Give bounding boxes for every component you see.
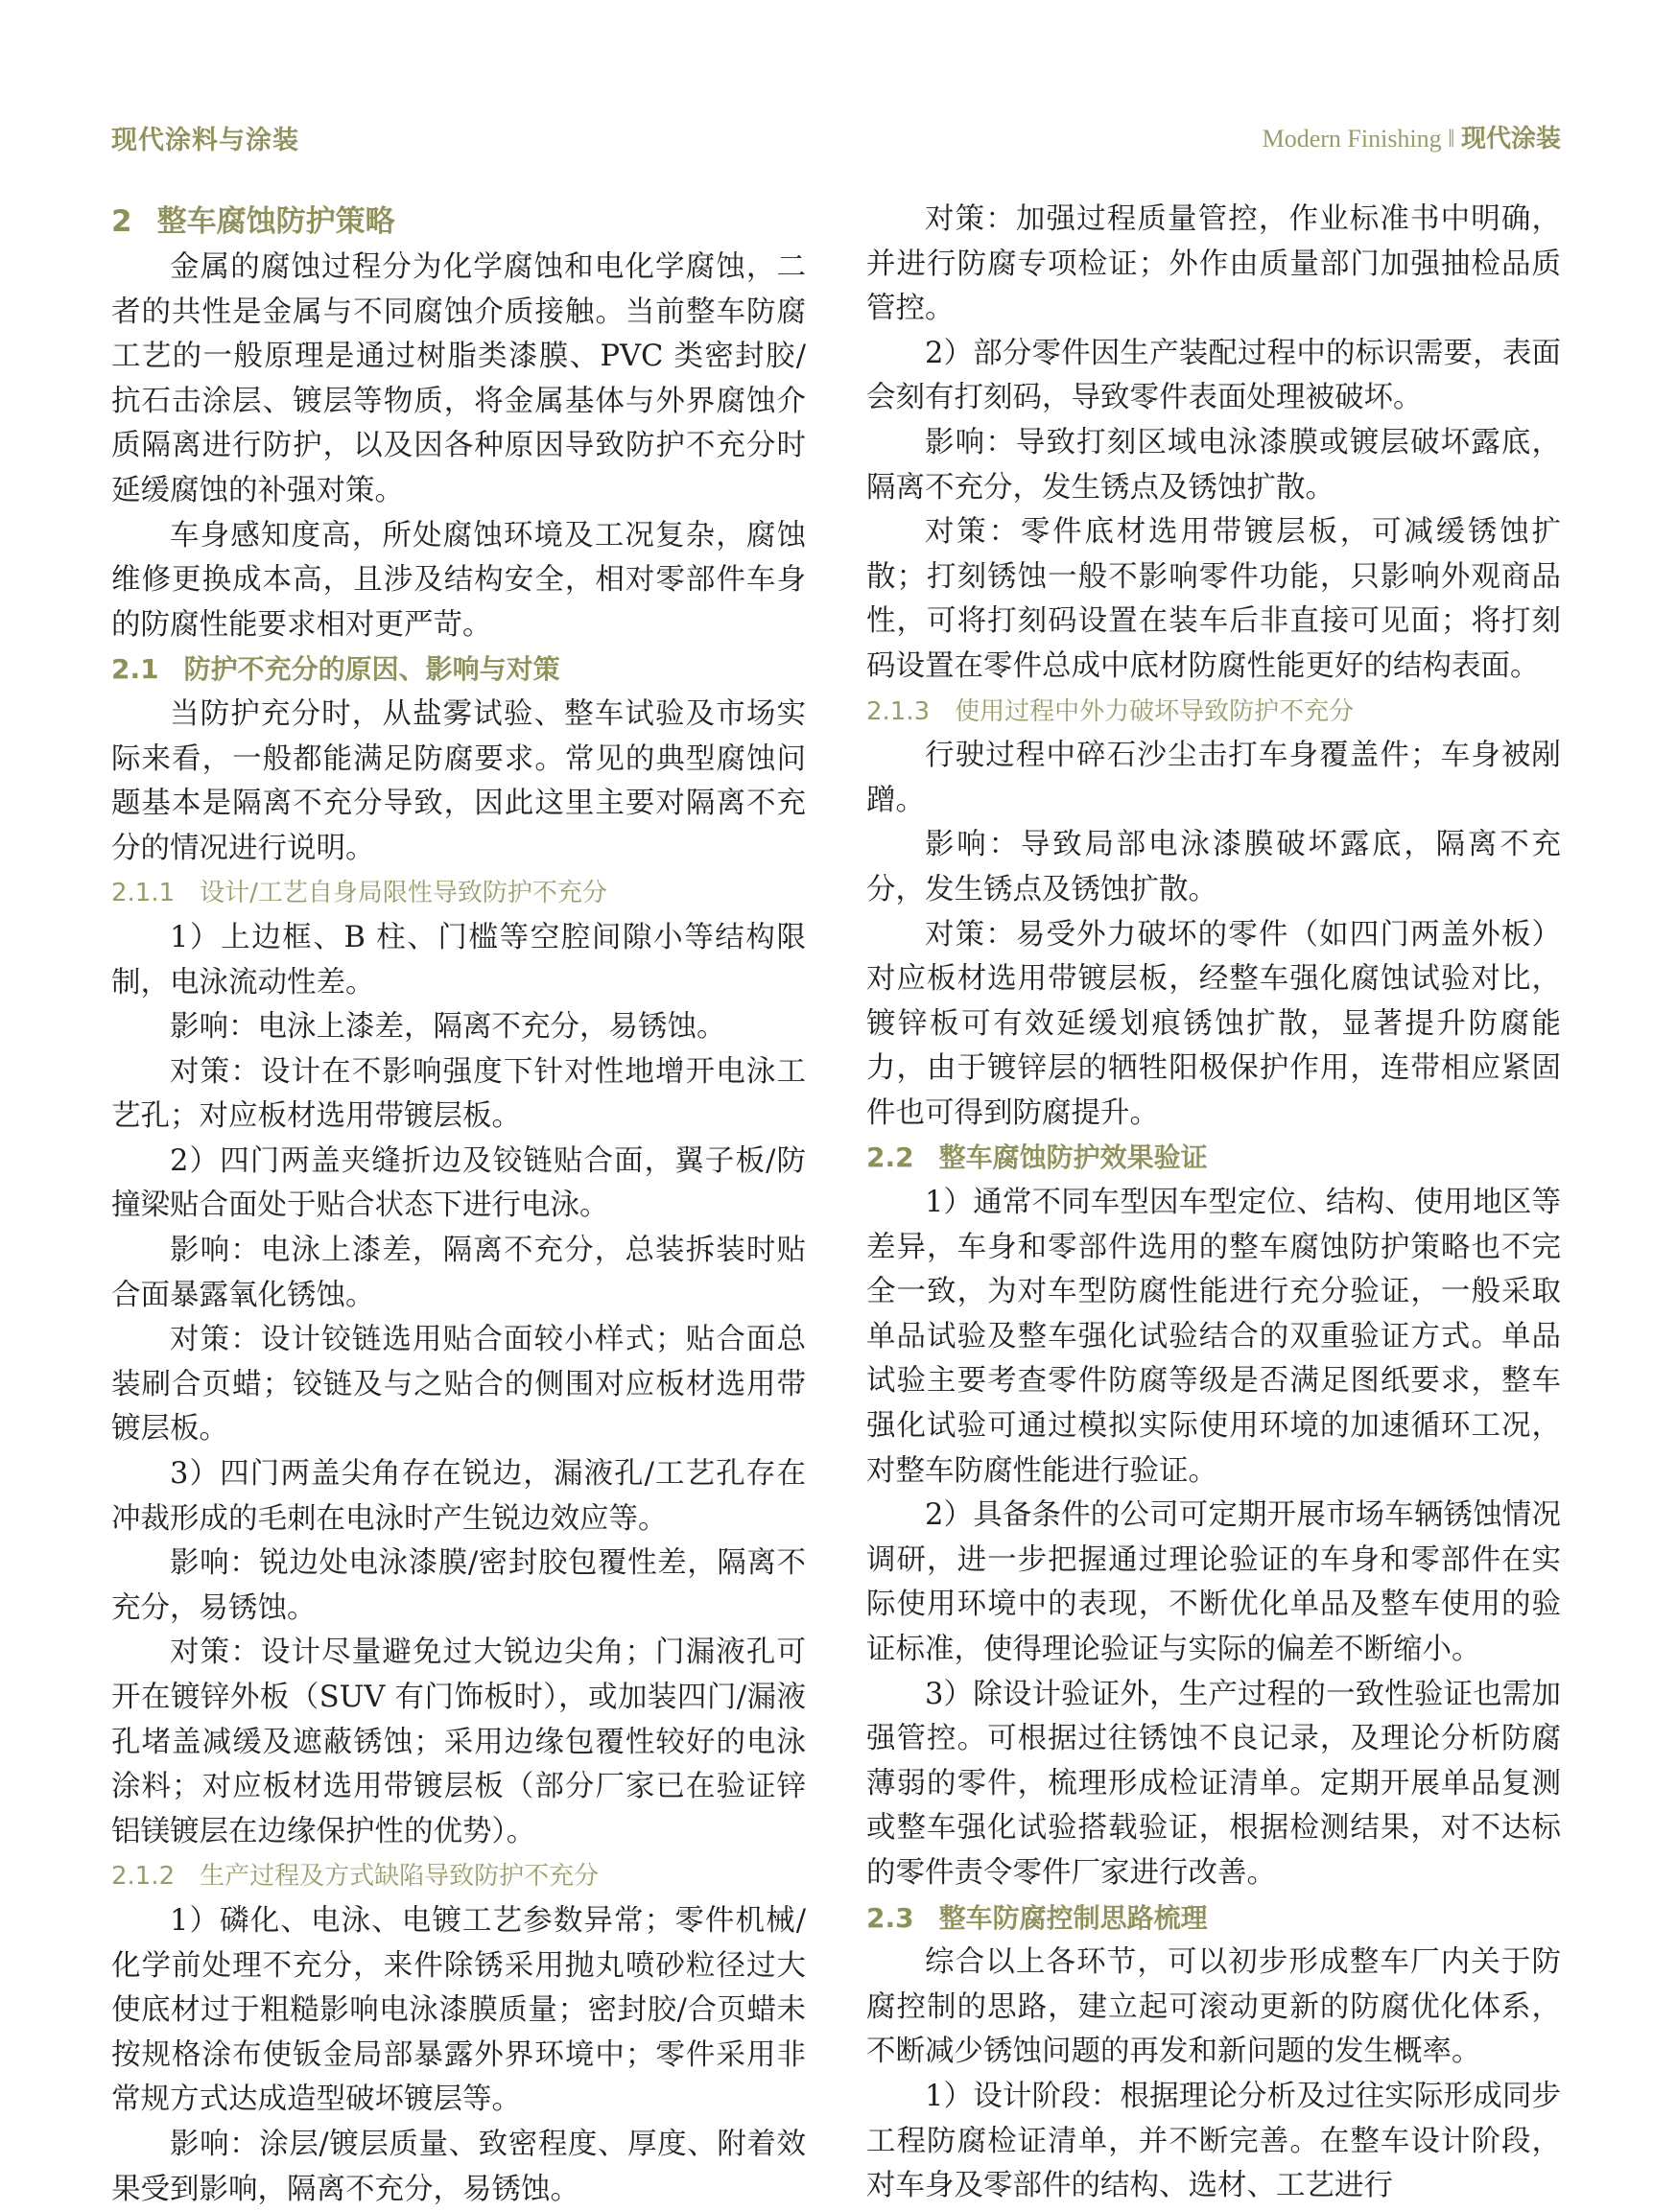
- paragraph: 影响：电泳上漆差，隔离不充分，总装拆装时贴合面暴露氧化锈蚀。: [111, 1234, 806, 1312]
- paragraph: 1）设计阶段：根据理论分析及过往实际形成同步工程防腐检证清单，并不断完善。在整车设计阶段，对车身及零部件的结构、选材、工艺进行: [866, 2079, 1561, 2203]
- paragraph: 3）四门两盖尖角存在锐边，漏液孔/工艺孔存在冲裁形成的毛刺在电泳时产生锐边效应等。: [111, 1457, 806, 1536]
- paragraph: 对策：设计铰链选用贴合面较小样式；贴合面总装刷合页蜡；铰链及与之贴合的侧围对应板材选用带镀层板。: [111, 1323, 806, 1447]
- paragraph: 2）部分零件因生产装配过程中的标识需要，表面会刻有打刻码，导致零件表面处理被破坏。: [866, 336, 1561, 415]
- paragraph: 对策：加强过程质量管控，作业标准书中明确，并进行防腐专项检证；外作由质量部门加强抽检品质管控。: [866, 202, 1561, 326]
- paragraph: 影响：导致局部电泳漆膜破坏露底，隔离不充分，发生锈点及锈蚀扩散。: [866, 828, 1561, 906]
- paragraph: 1）磷化、电泳、电镀工艺参数异常；零件机械/化学前处理不充分，来件除锈采用抛丸喷砂粒径过大使底材过于粗糙影响电泳漆膜质量；密封胶/合页蜡未按规格涂布使钣金局部暴露外界环境中；零件采用非常规方式达成造型破坏镀层等。: [111, 1903, 806, 2117]
- paragraph: 1）通常不同车型因车型定位、结构、使用地区等差异，车身和零部件选用的整车腐蚀防护策略也不完全一致，为对车型防腐性能进行充分验证，一般采取单品试验及整车强化试验结合的双重验证方式。单品试验主要考查零件防腐等级是否满足图纸要求，整车强化试验可通过模拟实际使用环境的加速循环工况，对整车防腐性能进行验证。: [866, 1186, 1561, 1488]
- section-2-heading: 2 整车腐蚀防护策略: [111, 204, 395, 239]
- right-column: [866, 198, 1561, 2209]
- left-column: [111, 198, 806, 2212]
- header-separator: ‖: [1441, 125, 1461, 153]
- section-2-1-1-heading: 2.1.1 设计/工艺自身局限性导致防护不充分: [111, 879, 607, 908]
- journal-name-zh: 现代涂装: [1460, 125, 1561, 153]
- section-2-1-2-heading: 2.1.2 生产过程及方式缺陷导致防护不充分: [111, 1862, 600, 1892]
- paragraph: 影响：涂层/镀层质量、致密程度、厚度、附着效果受到影响，隔离不充分，易锈蚀。: [111, 2127, 806, 2206]
- section-2-1-3-heading: 2.1.3 使用过程中外力破坏导致防护不充分: [866, 696, 1355, 726]
- paragraph: 金属的腐蚀过程分为化学腐蚀和电化学腐蚀，二者的共性是金属与不同腐蚀介质接触。当前整车防腐工艺的一般原理是通过树脂类漆膜、PVC 类密封胶/抗石击涂层、镀层等物质，将金属基体与外界腐蚀介质隔离进行防护，以及因各种原因导致防护不充分时延缓腐蚀的补强对策。: [111, 250, 806, 507]
- paragraph: 对策：设计在不影响强度下针对性地增开电泳工艺孔；对应板材选用带镀层板。: [111, 1054, 806, 1134]
- paragraph: 对策：零件底材选用带镀层板，可减缓锈蚀扩散；打刻锈蚀一般不影响零件功能，只影响外观商品性，可将打刻码设置在装车后非直接可见面；将打刻码设置在零件总成中底材防腐性能更好的结构表面。: [866, 515, 1561, 683]
- section-2-2-heading: 2.2 整车腐蚀防护效果验证: [866, 1141, 1208, 1174]
- running-header: [1263, 119, 1561, 154]
- paragraph: 1）上边框、B 柱、门槛等空腔间隙小等结构限制，电泳流动性差。: [111, 920, 806, 1000]
- paragraph: 影响：电泳上漆差，隔离不充分，易锈蚀。: [170, 1010, 726, 1045]
- paragraph: 当防护充分时，从盐雾试验、整车试验及市场实际来看，一般都能满足防腐要求。常见的典型腐蚀问题基本是隔离不充分导致，因此这里主要对隔离不充分的情况进行说明。: [111, 696, 806, 865]
- paragraph: 影响：导致打刻区域电泳漆膜或镀层破坏露底，隔离不充分，发生锈点及锈蚀扩散。: [866, 425, 1561, 505]
- paragraph: 车身感知度高，所处腐蚀环境及工况复杂，腐蚀维修更换成本高，且涉及结构安全，相对零部件车身的防腐性能要求相对更严苛。: [111, 518, 806, 642]
- paragraph: 影响：锐边处电泳漆膜/密封胶包覆性差，隔离不充分，易锈蚀。: [111, 1546, 806, 1625]
- paragraph: 综合以上各环节，可以初步形成整车厂内关于防腐控制的思路，建立起可滚动更新的防腐优化体系，不断减少锈蚀问题的再发和新问题的发生概率。: [866, 1945, 1561, 2069]
- journal-title: 现代涂料与涂装: [111, 126, 299, 155]
- journal-name-en: Modern Finishing: [1262, 125, 1442, 153]
- paragraph: 对策：易受外力破坏的零件（如四门两盖外板）对应板材选用带镀层板，经整车强化腐蚀试验对比，镀锌板可有效延缓划痕锈蚀扩散，显著提升防腐能力，由于镀锌层的牺牲阳极保护作用，连带相应紧固件也可得到防腐提升。: [866, 917, 1561, 1130]
- paragraph: 对策：设计尽量避免过大锐边尖角；门漏液孔可开在镀锌外板（SUV 有门饰板时），或加装四门/漏液孔堵盖减缓及遮蔽锈蚀；采用边缘包覆性较好的电泳涂料；对应板材选用带镀层板（部分厂家已在验证锌铝镁镀层在边缘保护性的优势）。: [111, 1635, 806, 1848]
- paragraph: 2）具备条件的公司可定期开展市场车辆锈蚀情况调研，进一步把握通过理论验证的车身和零部件在实际使用环境中的表现，不断优化单品及整车使用的验证标准，使得理论验证与实际的偏差不断缩小。: [866, 1498, 1561, 1666]
- paragraph: 2）四门两盖夹缝折边及铰链贴合面，翼子板/防撞梁贴合面处于贴合状态下进行电泳。: [111, 1143, 806, 1223]
- paragraph: 行驶过程中碎石沙尘击打车身覆盖件；车身被剐蹭。: [866, 739, 1561, 817]
- paragraph: 3）除设计验证外，生产过程的一致性验证也需加强管控。可根据过往锈蚀不良记录，及理论分析防腐薄弱的零件，梳理形成检证清单。定期开展单品复测或整车强化试验搭载验证，根据检测结果，对不达标的零件责令零件厂家进行改善。: [866, 1677, 1561, 1890]
- section-2-1-heading: 2.1 防护不充分的原因、影响与对策: [111, 653, 560, 686]
- section-2-3-heading: 2.3 整车防腐控制思路梳理: [866, 1901, 1208, 1934]
